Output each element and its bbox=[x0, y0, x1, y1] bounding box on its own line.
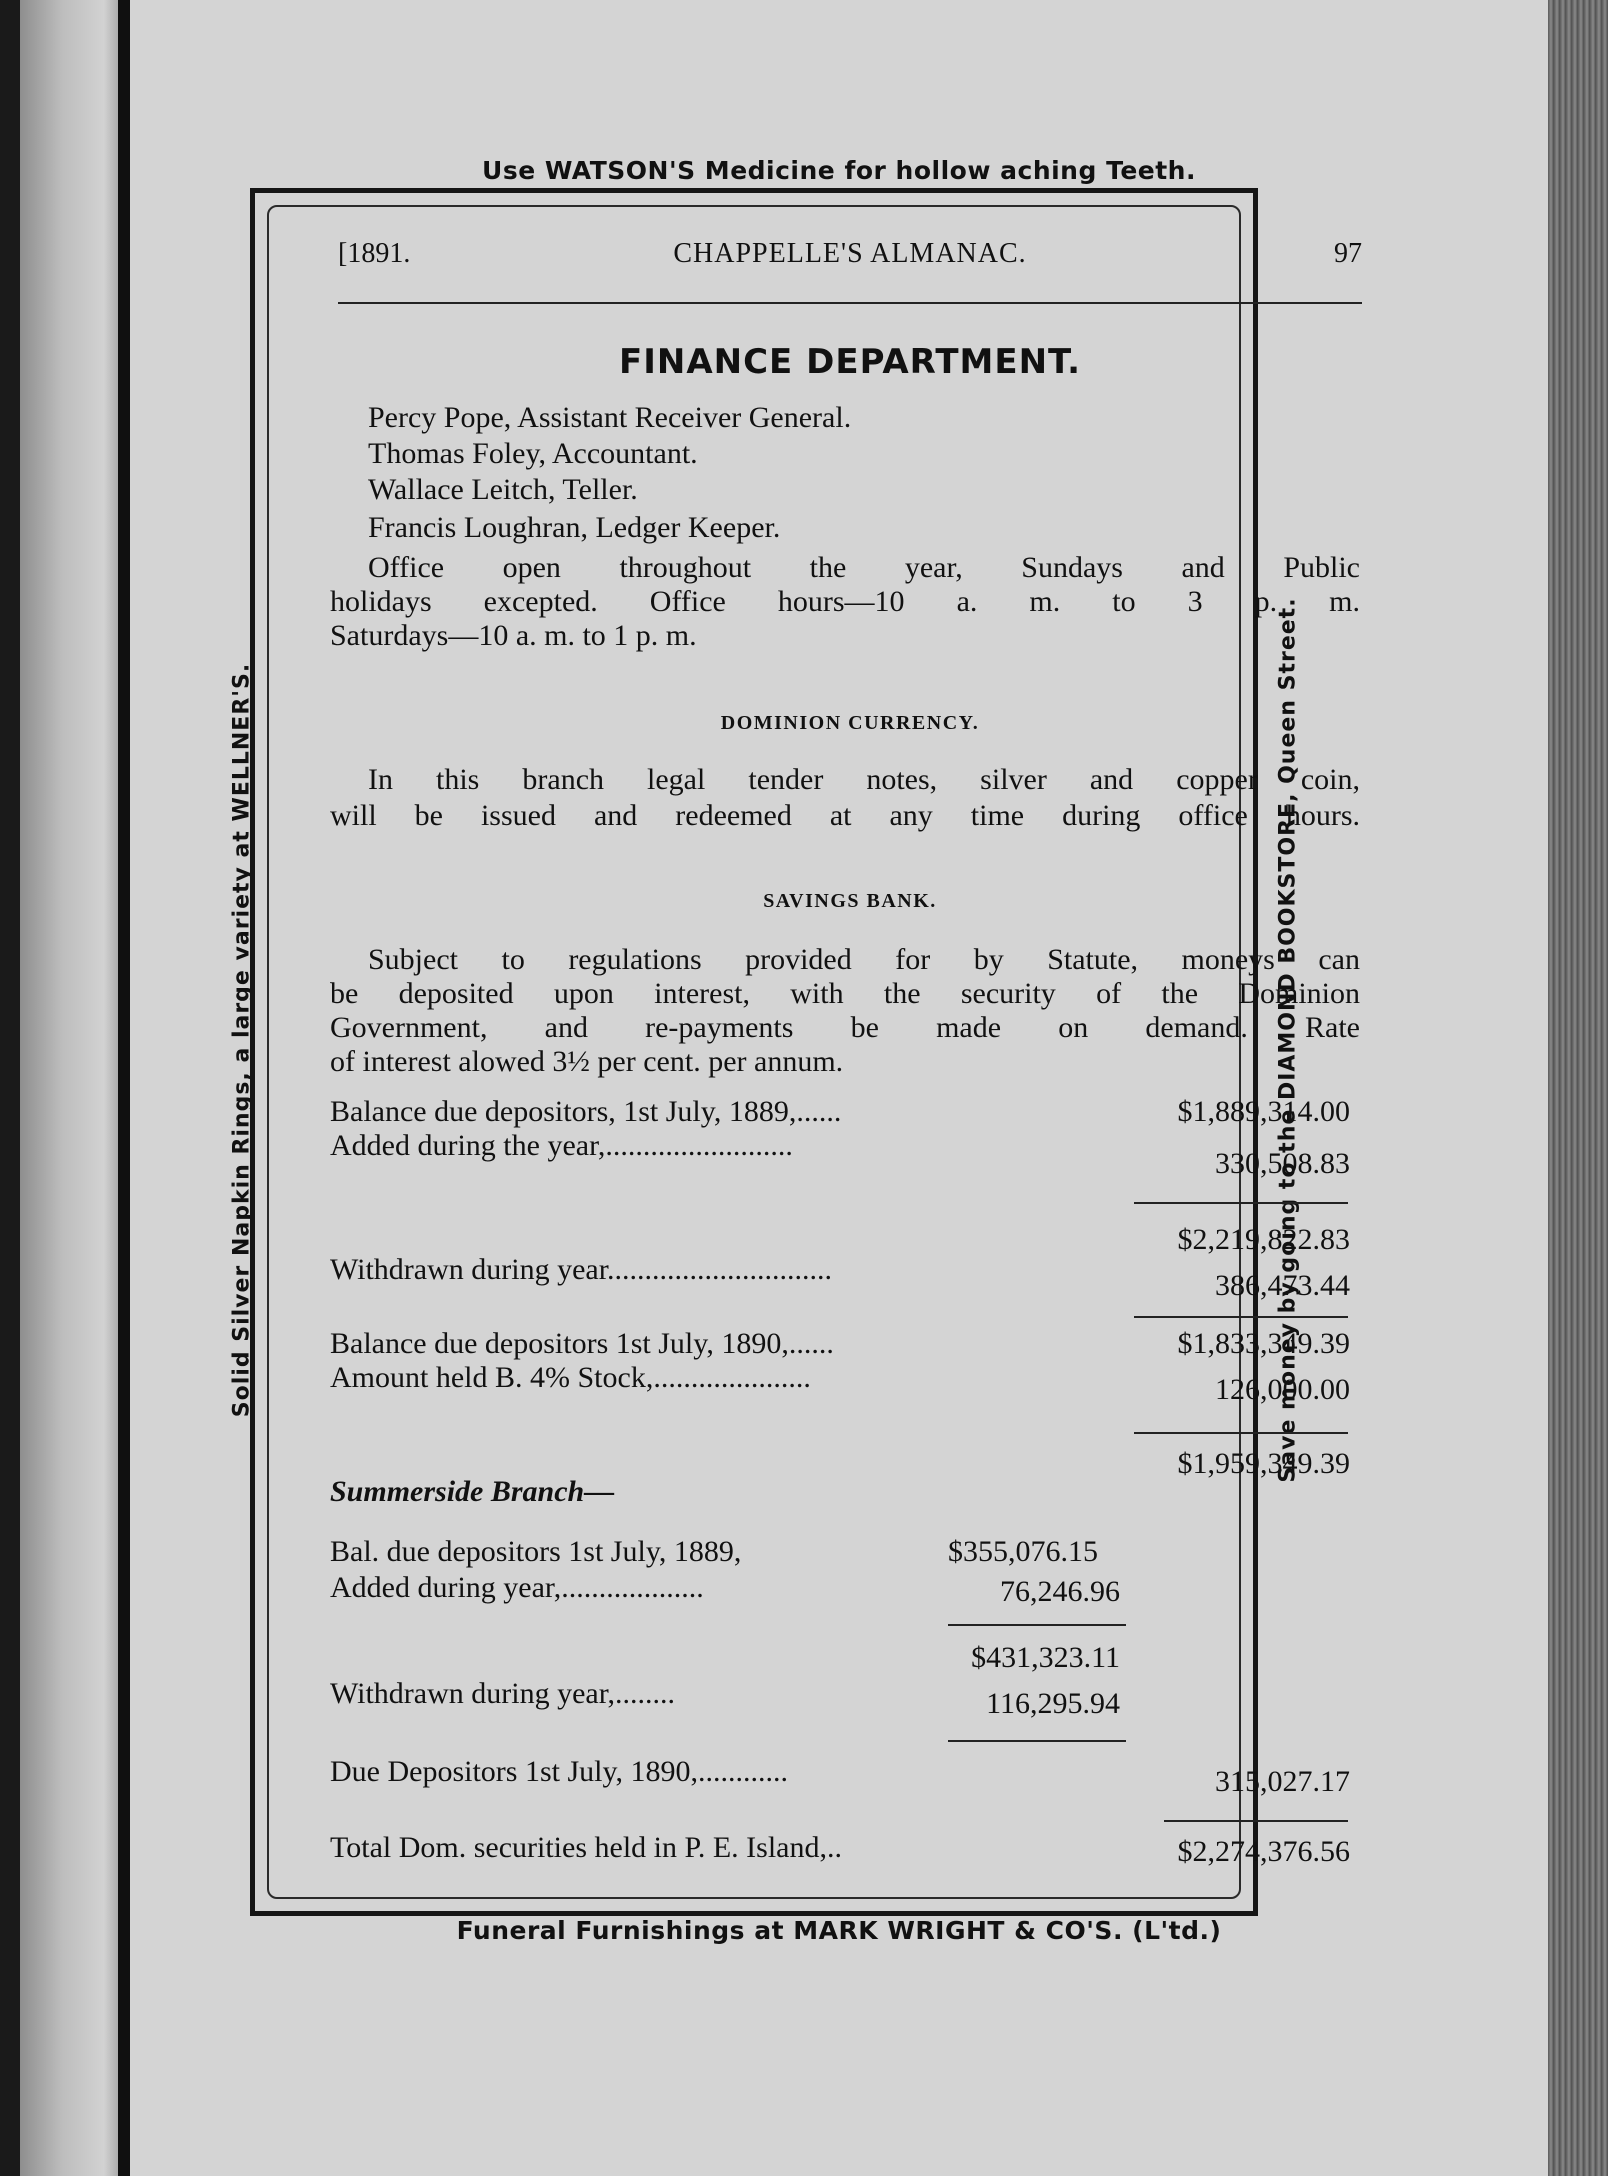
header-year: [1891. bbox=[338, 238, 411, 269]
ledger-label: Due Depositors 1st July, 1890,............ bbox=[330, 1755, 789, 1788]
ledger-label: Withdrawn during year.............................. bbox=[330, 1253, 833, 1286]
previous-page-edge bbox=[20, 0, 125, 2176]
department-title: FINANCE DEPARTMENT. bbox=[619, 342, 1081, 382]
dominion-currency-heading: DOMINION CURRENCY. bbox=[720, 712, 980, 734]
sum-rule bbox=[1134, 1202, 1348, 1204]
book-gutter bbox=[0, 0, 20, 2176]
staff-line: Percy Pope, Assistant Receiver General. bbox=[368, 401, 852, 434]
ledger-label: Balance due depositors, 1st July, 1889,...... bbox=[330, 1095, 842, 1128]
ledger-label: Added during year,................... bbox=[330, 1571, 704, 1604]
ledger-amount: 116,295.94 bbox=[986, 1687, 1120, 1720]
ledger-amount: 330,508.83 bbox=[1215, 1147, 1350, 1180]
staff-line: Thomas Foley, Accountant. bbox=[368, 437, 698, 470]
ledger-subtotal: $431,323.11 bbox=[971, 1641, 1120, 1674]
top-advertisement: Use WATSON'S Medicine for hollow aching Teeth. bbox=[482, 156, 1196, 185]
currency-line: will be issued and redeemed at any time during office hours. bbox=[330, 799, 1360, 832]
book-spine bbox=[118, 0, 130, 2176]
running-header bbox=[338, 238, 1362, 286]
ledger-amount: 126,000.00 bbox=[1215, 1373, 1350, 1406]
ledger-total: $1,959,349.39 bbox=[1177, 1447, 1350, 1480]
sum-rule bbox=[1134, 1432, 1348, 1434]
grand-total-label: Total Dom. securities held in P. E. Island,.. bbox=[330, 1831, 842, 1864]
ledger-subtotal: $2,219,822.83 bbox=[1177, 1223, 1350, 1256]
left-side-advertisement: Solid Silver Napkin Rings, a large variety at WELLNER'S. bbox=[229, 662, 255, 1418]
office-hours-line: holidays excepted. Office hours—10 a. m. to 3 p. m. bbox=[330, 585, 1360, 618]
almanac-page bbox=[130, 0, 1548, 2176]
savings-line: of interest alowed 3½ per cent. per annum. bbox=[330, 1045, 844, 1078]
ledger-amount: 386,473.44 bbox=[1215, 1269, 1350, 1302]
ledger-amount: 315,027.17 bbox=[1215, 1765, 1350, 1798]
ledger-label: Bal. due depositors 1st July, 1889, bbox=[330, 1535, 742, 1568]
ledger-amount: $355,076.15 bbox=[948, 1535, 1098, 1568]
ledger-label: Added during the year,......................... bbox=[330, 1129, 793, 1162]
savings-line: Government, and re-payments be made on demand. Rate bbox=[330, 1011, 1360, 1044]
sum-rule bbox=[948, 1624, 1126, 1626]
header-title: CHAPPELLE'S ALMANAC. bbox=[673, 238, 1027, 269]
page-stack-edge bbox=[1548, 0, 1608, 2176]
ledger-label: Balance due depositors 1st July, 1890,...... bbox=[330, 1327, 834, 1360]
office-hours-line: Saturdays—10 a. m. to 1 p. m. bbox=[330, 619, 697, 652]
ledger-label: Amount held B. 4% Stock,..................... bbox=[330, 1361, 811, 1394]
ledger-label: Withdrawn during year,........ bbox=[330, 1677, 675, 1710]
header-rule bbox=[338, 302, 1362, 304]
right-side-advertisement: Save money by going to the DIAMOND BOOKSTORE, Queen Street. bbox=[1275, 597, 1301, 1483]
sum-rule bbox=[948, 1740, 1126, 1742]
savings-line: be deposited upon interest, with the security of the Dominion bbox=[330, 977, 1360, 1010]
grand-total-amount: $2,274,376.56 bbox=[1177, 1835, 1350, 1868]
savings-line: Subject to regulations provided for by Statute, moneys can bbox=[368, 943, 1360, 976]
page-number: 97 bbox=[1334, 238, 1362, 269]
sum-rule bbox=[1164, 1820, 1348, 1822]
sum-rule bbox=[1134, 1316, 1348, 1318]
savings-bank-heading: SAVINGS BANK. bbox=[763, 890, 937, 912]
ledger-amount: $1,833,349.39 bbox=[1177, 1327, 1350, 1360]
staff-line: Wallace Leitch, Teller. bbox=[368, 473, 638, 506]
bottom-advertisement: Funeral Furnishings at MARK WRIGHT & CO'S. (L'td.) bbox=[456, 1916, 1222, 1945]
ledger-amount: 76,246.96 bbox=[1000, 1575, 1120, 1608]
staff-line: Francis Loughran, Ledger Keeper. bbox=[368, 511, 781, 544]
office-hours-line: Office open throughout the year, Sundays and Public bbox=[368, 551, 1360, 584]
ledger-amount: $1,889,314.00 bbox=[1177, 1095, 1350, 1128]
summerside-heading: Summerside Branch— bbox=[330, 1475, 615, 1508]
currency-line: In this branch legal tender notes, silver and copper coin, bbox=[368, 763, 1360, 796]
